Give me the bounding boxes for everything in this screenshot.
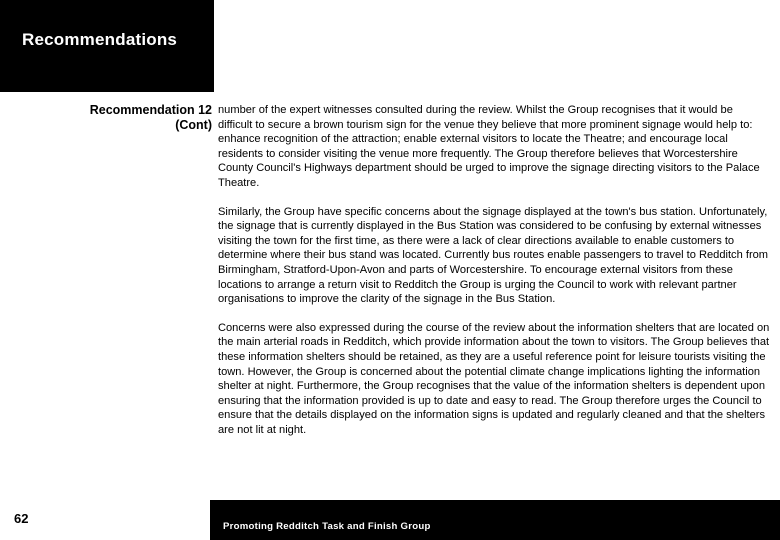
recommendation-label-line-1: Recommendation 12 bbox=[89, 103, 212, 117]
recommendation-label bbox=[20, 103, 212, 132]
body-text-column bbox=[218, 103, 770, 437]
header-banner bbox=[0, 0, 214, 92]
recommendation-label-line-2: (Cont) bbox=[175, 117, 212, 132]
body-paragraph: number of the expert witnesses consulted during the review. Whilst the Group recognises that it would be difficult to secure a brown tourism sign for the venue they believe that more prominent signage would help to: enhance recognition of the attraction; enable external visitors to locate the Theatre; and encourage local residents to consider visiting the venue more frequently. The Group therefore believes that Worcestershire County Council's Highways department should be urged to improve the signage directing visitors to the Palace Theatre. bbox=[218, 104, 760, 189]
footer-title: Promoting Redditch Task and Finish Group bbox=[223, 521, 431, 532]
body-paragraph: Similarly, the Group have specific concerns about the signage displayed at the town's bus station. Unfortunately, the signage that is currently displayed in the Bus Station was considered to be confusing by external witnesses visiting the town for the first time, as there were a lack of clear directions available to enable customers to determine where their bus stand was located. Currently bus routes enable passengers to travel to Redditch from Birmingham, Stratford-Upon-Avon and parts of Worcestershire. To encourage external visitors from these locations to arrange a return visit to Redditch the Group is urging the Council to work with relevant partner organisations to improve the clarity of the signage in the Bus Station. bbox=[218, 205, 769, 306]
footer-banner bbox=[210, 500, 780, 540]
page-title: Recommendations bbox=[22, 30, 178, 49]
body-paragraph: Concerns were also expressed during the course of the review about the information shelters that are located on the main arterial roads in Redditch, which provide information about the town to visitors. The Group believes that these information shelters should be retained, as they are a useful reference point for leisure tourists visiting the town. However, the Group is concerned about the potential climate change implications lighting the information shelter at night. Furthermore, the Group recognises that the value of the information shelters is dependent upon ensuring that the information provided is up to date and easy to read. The Group therefore urges the Council to ensure that the details displayed on the information signs is updated and regularly cleaned and that the shelters are not lit at night. bbox=[218, 321, 770, 436]
page-number: 62 bbox=[14, 511, 29, 526]
